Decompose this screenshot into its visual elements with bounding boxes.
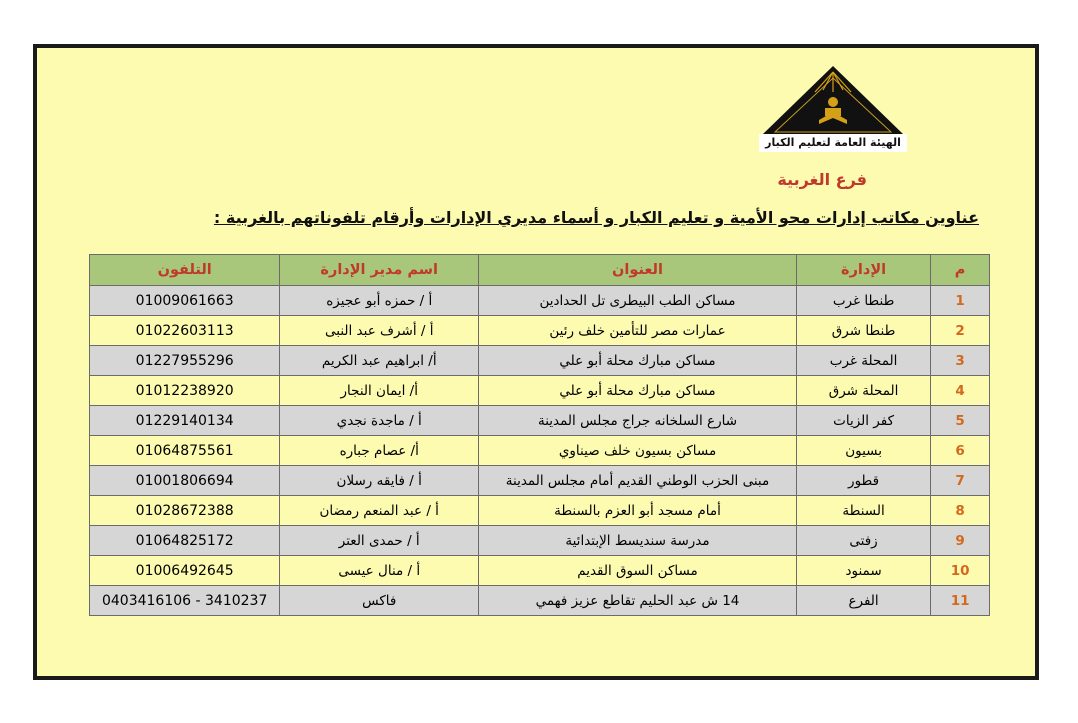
- row-num: 3: [931, 346, 990, 376]
- row-manager: أ / أشرف عبد النبى: [280, 316, 479, 346]
- row-num: 2: [931, 316, 990, 346]
- row-phone: 0403416106 - 3410237: [90, 586, 280, 616]
- table-row: [90, 376, 990, 406]
- row-num: 9: [931, 526, 990, 556]
- row-num: 7: [931, 466, 990, 496]
- row-phone: 01064825172: [90, 526, 280, 556]
- row-num: 1: [931, 286, 990, 316]
- table-row: [90, 526, 990, 556]
- col-phone-header: التلفون: [90, 255, 280, 286]
- row-address: أمام مسجد أبو العزم بالسنطة: [479, 496, 797, 526]
- table-row: [90, 406, 990, 436]
- row-phone: 01064875561: [90, 436, 280, 466]
- table-row: [90, 346, 990, 376]
- row-phone: 01022603113: [90, 316, 280, 346]
- row-manager: أ / حمدى العتر: [280, 526, 479, 556]
- col-num-header: م: [931, 255, 990, 286]
- row-manager: فاكس: [280, 586, 479, 616]
- row-address: عمارات مصر للتأمين خلف رئين: [479, 316, 797, 346]
- row-admin: المحلة غرب: [796, 346, 930, 376]
- row-admin: طنطا غرب: [796, 286, 930, 316]
- row-address: مساكن الطب البيطرى تل الحدادين: [479, 286, 797, 316]
- table-row: [90, 466, 990, 496]
- row-admin: طنطا شرق: [796, 316, 930, 346]
- row-admin: الفرع: [796, 586, 930, 616]
- row-admin: قطور: [796, 466, 930, 496]
- row-phone: 01006492645: [90, 556, 280, 586]
- row-phone: 01009061663: [90, 286, 280, 316]
- row-admin: كفر الزيات: [796, 406, 930, 436]
- row-num: 6: [931, 436, 990, 466]
- row-address: 14 ش عبد الحليم تقاطع عزيز فهمي: [479, 586, 797, 616]
- page-heading: عناوين مكاتب إدارات محو الأمية و تعليم الكبار و أسماء مديري الإدارات وأرقام تلفوناتهم بالغربية :: [213, 208, 979, 227]
- table-row: [90, 586, 990, 616]
- row-admin: بسيون: [796, 436, 930, 466]
- branch-title: فرع الغربية: [777, 170, 867, 189]
- row-manager: أ / حمزه أبو عجيزه: [280, 286, 479, 316]
- row-phone: 01028672388: [90, 496, 280, 526]
- logo-caption: الهيئة العامة لتعليم الكبار: [765, 136, 901, 149]
- row-address: مساكن مبارك محلة أبو علي: [479, 376, 797, 406]
- table-row: [90, 316, 990, 346]
- table-header: [90, 255, 990, 286]
- row-manager: أ/ ابراهيم عبد الكريم: [280, 346, 479, 376]
- table-row: [90, 496, 990, 526]
- row-phone: 01229140134: [90, 406, 280, 436]
- offices-table: [89, 254, 990, 616]
- row-num: 8: [931, 496, 990, 526]
- row-manager: أ / ماجدة نجدي: [280, 406, 479, 436]
- row-num: 5: [931, 406, 990, 436]
- row-manager: أ / فايقه رسلان: [280, 466, 479, 496]
- row-address: مساكن بسيون خلف صيناوي: [479, 436, 797, 466]
- row-address: مدرسة سنديسط الإبتدائية: [479, 526, 797, 556]
- row-admin: سمنود: [796, 556, 930, 586]
- table-row: [90, 436, 990, 466]
- table-row: [90, 286, 990, 316]
- row-num: 4: [931, 376, 990, 406]
- row-manager: أ/ ايمان النجار: [280, 376, 479, 406]
- row-num: 11: [931, 586, 990, 616]
- col-address-header: العنوان: [479, 255, 797, 286]
- row-phone: 01227955296: [90, 346, 280, 376]
- row-admin: زفتى: [796, 526, 930, 556]
- row-address: مساكن مبارك محلة أبو علي: [479, 346, 797, 376]
- col-manager-header: اسم مدير الإدارة: [280, 255, 479, 286]
- row-admin: السنطة: [796, 496, 930, 526]
- col-admin-header: الإدارة: [796, 255, 930, 286]
- table-row: [90, 556, 990, 586]
- document-page: [33, 44, 1039, 680]
- row-address: شارع السلخانه جراج مجلس المدينة: [479, 406, 797, 436]
- row-admin: المحلة شرق: [796, 376, 930, 406]
- row-num: 10: [931, 556, 990, 586]
- row-manager: أ/ عصام جباره: [280, 436, 479, 466]
- row-manager: أ / منال عيسى: [280, 556, 479, 586]
- row-address: مساكن السوق القديم: [479, 556, 797, 586]
- row-address: مبنى الحزب الوطني القديم أمام مجلس المدينة: [479, 466, 797, 496]
- row-manager: أ / عبد المنعم رمضان: [280, 496, 479, 526]
- row-phone: 01012238920: [90, 376, 280, 406]
- row-phone: 01001806694: [90, 466, 280, 496]
